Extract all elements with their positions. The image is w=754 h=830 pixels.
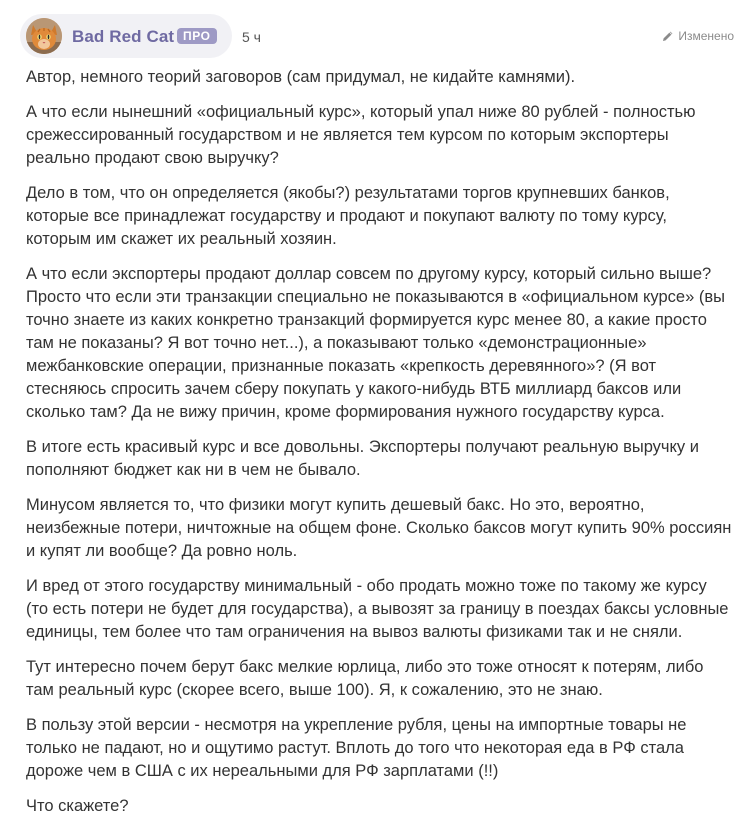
post-paragraph: А что если экспортеры продают доллар совсем по другому курсу, который сильно выше? Просто что если эти транзакции специально не показываются в «официальном курсе» (вы точно знаете из каких конкретно транзакций формируется курс менее 80, а какие просто там не показаны? Я вот точно нет...), а показывают только «демонстрационные» межбанковские операции, признанные показать «крепкость деревянного»? (Я вот стесняюсь спросить зачем сберу покупать у какого-нибудь ВТБ миллиард баксов или сколько там? Да не вижу причин, кроме формирования нужного государству курса. (26, 265, 725, 421)
post-paragraph: И вред от этого государству минимальный - обо продать можно тоже по такому же курсу (то есть потери не будет для государства), а вывозят за границу в поездах баксы условные единицы, тем более что там ограничения на вывоз валюты физиками так и не сняли. (26, 577, 729, 641)
edited-label: Изменено (678, 29, 734, 43)
author-name[interactable]: Bad Red Cat (72, 27, 175, 46)
author-chip[interactable] (20, 14, 232, 58)
post-body (26, 66, 732, 830)
edited-indicator (662, 29, 734, 45)
pencil-icon (662, 30, 674, 45)
post-paragraph: В итоге есть красивый курс и все довольны. Экспортеры получают реальную выручку и пополняют бюджет как ни в чем не бывало. (26, 438, 699, 479)
post-paragraph: Минусом является то, что физики могут купить дешевый бакс. Но это, вероятно, неизбежные потери, ничтожные на общем фоне. Сколько баксов могут купить 90% россиян и купят ли вообще? Да ровно ноль. (26, 496, 732, 560)
avatar[interactable] (26, 18, 62, 54)
post-paragraph: Дело в том, что он определяется (якобы?) результатами торгов крупневших банков, которые все принадлежат государству и продают и покупают валюту по тому курсу, которым им скажет их реальный хозяин. (26, 184, 670, 248)
pro-badge: ПРО (177, 28, 217, 44)
post-paragraph: В пользу этой версии - несмотря на укрепление рубля, цены на импортные товары не только не падают, но и ощутимо растут. Вплоть до того что некоторая еда в РФ стала дороже чем в США с их нереальными для РФ зарплатами (!!) (26, 716, 687, 780)
post-time: 5 ч (242, 29, 261, 45)
post-header (20, 14, 734, 60)
cat-avatar-icon (26, 18, 62, 54)
post-paragraph: Тут интересно почем берут бакс мелкие юрлица, либо это тоже относят к потерям, либо там реальный курс (скорее всего, выше 100). Я, к сожалению, это не знаю. (26, 658, 704, 699)
post-paragraph: Что скажете? (26, 797, 129, 815)
post-paragraph: А что если нынешний «официальный курс», который упал ниже 80 рублей - полностью срежессированный государством и не является тем курсом по которым экспортеры реально продают свою выручку? (26, 103, 696, 167)
post-paragraph: Автор, немного теорий заговоров (сам придумал, не кидайте камнями). (26, 68, 576, 86)
